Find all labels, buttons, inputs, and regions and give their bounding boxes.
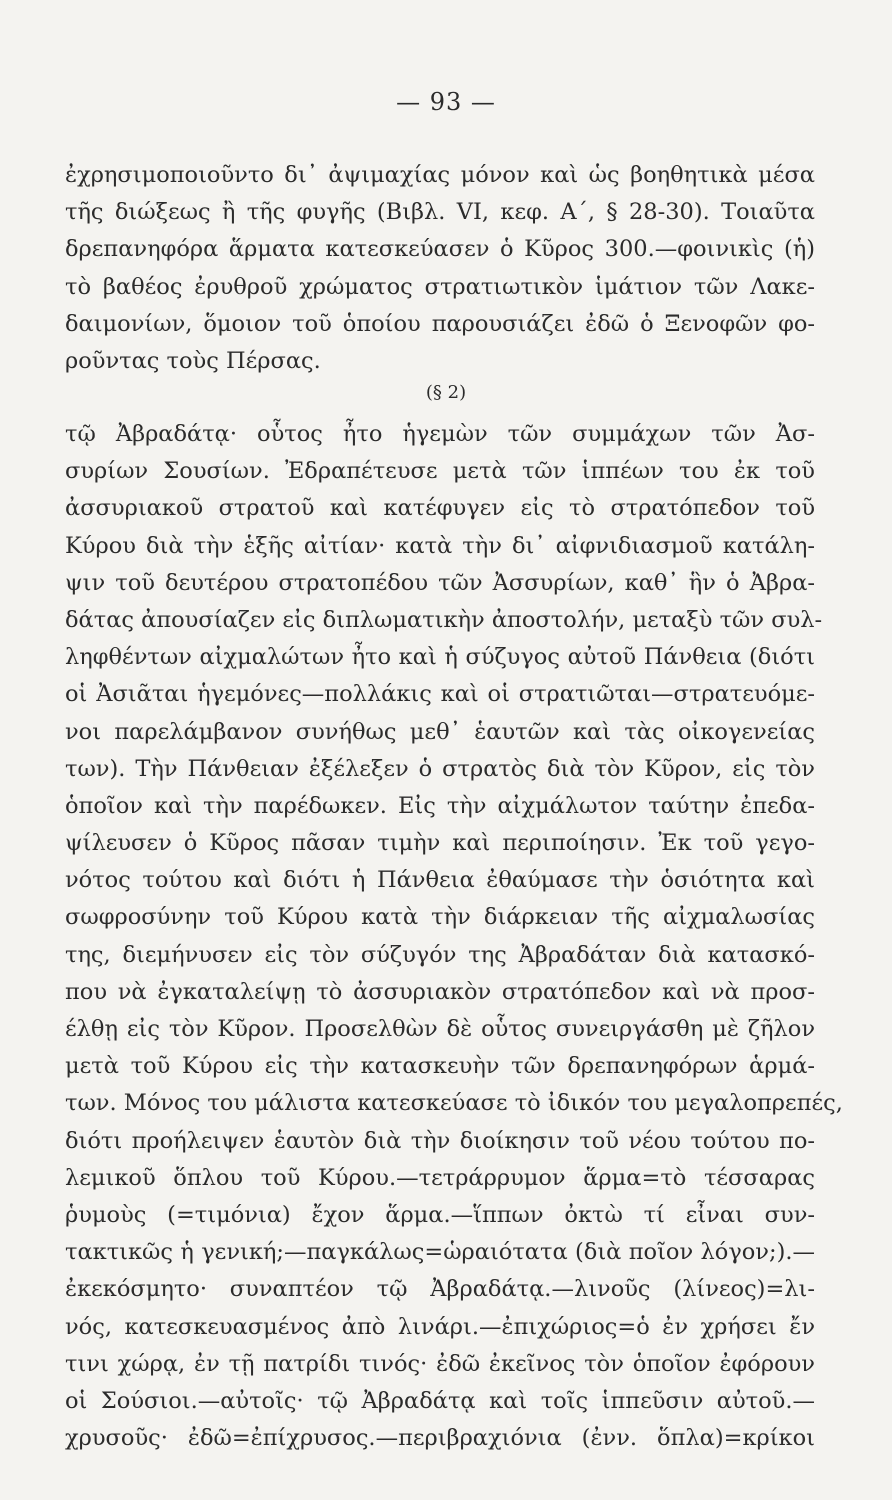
text-line: μετὰ τοῦ Κύρου εἰς τὴν κατασκευὴν τῶν δρεπανηφόρων ἁρμά- [65, 1053, 815, 1080]
text-line: σωφροσύνην τοῦ Κύρου κατὰ τὴν διάρκειαν τῆς αἰχμαλωσίας [65, 904, 815, 931]
section-heading: (§ 2) [425, 382, 467, 403]
text-line: χρυσοῦς· ἐδῶ=ἐπίχρυσος.—περιβραχιόνια (ἐνν. ὅπλα)=κρίκοι [65, 1425, 815, 1452]
text-line: των. Μόνος του μάλιστα κατεσκεύασε τὸ ἰδικόν του μεγαλοπρεπές, [65, 1090, 843, 1117]
text-line: ψιν τοῦ δευτέρου στρατοπέδου τῶν Ἀσσυρίων, καθ᾽ ἣν ὁ Ἀβρα- [65, 569, 815, 596]
text-line: τῷ Ἀβραδάτᾳ· οὗτος ἦτο ἡγεμὼν τῶν συμμάχων τῶν Ἀσ- [65, 421, 815, 447]
page-number: — 93 — [396, 88, 496, 116]
text-line: τακτικῶς ἡ γενική;—παγκάλως=ὡραιότατα (διὰ ποῖον λόγον;).— [65, 1239, 815, 1266]
text-line: νότος τούτου καὶ διότι ἡ Πάνθεια ἐθαύμασε τὴν ὁσιότητα καὶ [65, 867, 815, 894]
text-line: Κύρου διὰ τὴν ἑξῆς αἰτίαν· κατὰ τὴν δι᾽ αἰφνιδιασμοῦ κατάλη- [65, 532, 815, 559]
text-line: οἱ Ἀσιᾶται ἡγεμόνες—πολλάκις καὶ οἱ στρατιῶται—στρατευόμε- [65, 681, 815, 708]
text-line: ροῦντας τοὺς Πέρσας. [65, 347, 321, 374]
paragraph-1 [65, 157, 815, 380]
text-line: ἐκεκόσμητο· συναπτέον τῷ Ἀβραδάτᾳ.—λινοῦς (λίνεος)=λι- [65, 1276, 815, 1303]
text-line: ὁποῖον καὶ τὴν παρέδωκεν. Εἰς τὴν αἰχμάλωτον ταύτην ἐπεδα- [65, 792, 815, 819]
text-line: λεμικοῦ ὅπλου τοῦ Κύρου.—τετράρρυμον ἅρμα=τὸ τέσσαρας [65, 1164, 815, 1191]
text-line: νοι παρελάμβανον συνήθως μεθ᾽ ἑαυτῶν καὶ τὰς οἰκογενείας [65, 718, 815, 745]
text-line: διότι προήλειψεν ἑαυτὸν διὰ τὴν διοίκησιν τοῦ νέου τούτου πο- [65, 1127, 815, 1154]
text-line: νός, κατεσκευασμένος ἀπὸ λινάρι.—ἐπιχώριος=ὁ ἐν χρήσει ἔν [65, 1313, 815, 1340]
text-line: έλθῃ εἰς τὸν Κῦρον. Προσελθὼν δὲ οὗτος συνειργάσθη μὲ ζῆλον [65, 1016, 815, 1042]
text-line: ἐχρησιμοποιοῦντο δι᾽ ἀψιμαχίας μόνον καὶ ὡς βοηθητικὰ μέσα [65, 162, 815, 188]
text-line: της, διεμήνυσεν εἰς τὸν σύζυγόν της Ἀβραδάταν διὰ κατασκό- [65, 941, 815, 968]
text-line: δάτας ἀπουσίαζεν εἰς διπλωματικὴν ἀποστολήν, μεταξὺ τῶν συλ- [65, 606, 823, 633]
text-line: ἀσσυριακοῦ στρατοῦ καὶ κατέφυγεν εἰς τὸ στρατόπεδον τοῦ [65, 495, 815, 522]
text-line: τῆς διώξεως ἢ τῆς φυγῆς (Βιβλ. VI, κεφ. Α΄, § 28-30). Τοιαῦτα [65, 199, 815, 226]
text-line: ψίλευσεν ὁ Κῦρος πᾶσαν τιμὴν καὶ περιποίησιν. Ἐκ τοῦ γεγο- [65, 830, 815, 857]
text-line: τὸ βαθέος ἐρυθροῦ χρώματος στρατιωτικὸν ἱμάτιον τῶν Λακε- [65, 273, 815, 300]
text-line: ῥυμοὺς (=τιμόνια) ἔχον ἅρμα.—ἵππων ὀκτὼ τί εἶναι συν- [65, 1201, 815, 1228]
text-line: τινι χώρᾳ, ἐν τῇ πατρίδι τινός· ἐδῶ ἐκεῖνος τὸν ὁποῖον ἐφόρουν [65, 1350, 815, 1377]
text-line: δαιμονίων, ὅμοιον τοῦ ὁποίου παρουσιάζει ἐδῶ ὁ Ξενοφῶν φο- [65, 310, 815, 337]
text-line: οἱ Σούσιοι.—αὐτοῖς· τῷ Ἀβραδάτᾳ καὶ τοῖς ἱππεῦσιν αὐτοῦ.— [65, 1387, 815, 1414]
text-line: που νὰ ἐγκαταλείψῃ τὸ ἀσσυριακὸν στρατόπεδον καὶ νὰ προσ- [65, 978, 815, 1005]
text-line: ληφθέντων αἰχμαλώτων ἦτο καὶ ἡ σύζυγος αὐτοῦ Πάνθεια (διότι [65, 644, 815, 671]
paragraph-2 [65, 416, 843, 1457]
text-line: των). Τὴν Πάνθειαν ἐξέλεξεν ὁ στρατὸς διὰ τὸν Κῦρον, εἰς τὸν [65, 755, 815, 782]
text-line: δρεπανηφόρα ἅρματα κατεσκεύασεν ὁ Κῦρος 300.—φοινικὶς (ἡ) [65, 236, 815, 263]
text-line: συρίων Σουσίων. Ἐδραπέτευσε μετὰ τῶν ἱππέων του ἐκ τοῦ [65, 458, 815, 485]
